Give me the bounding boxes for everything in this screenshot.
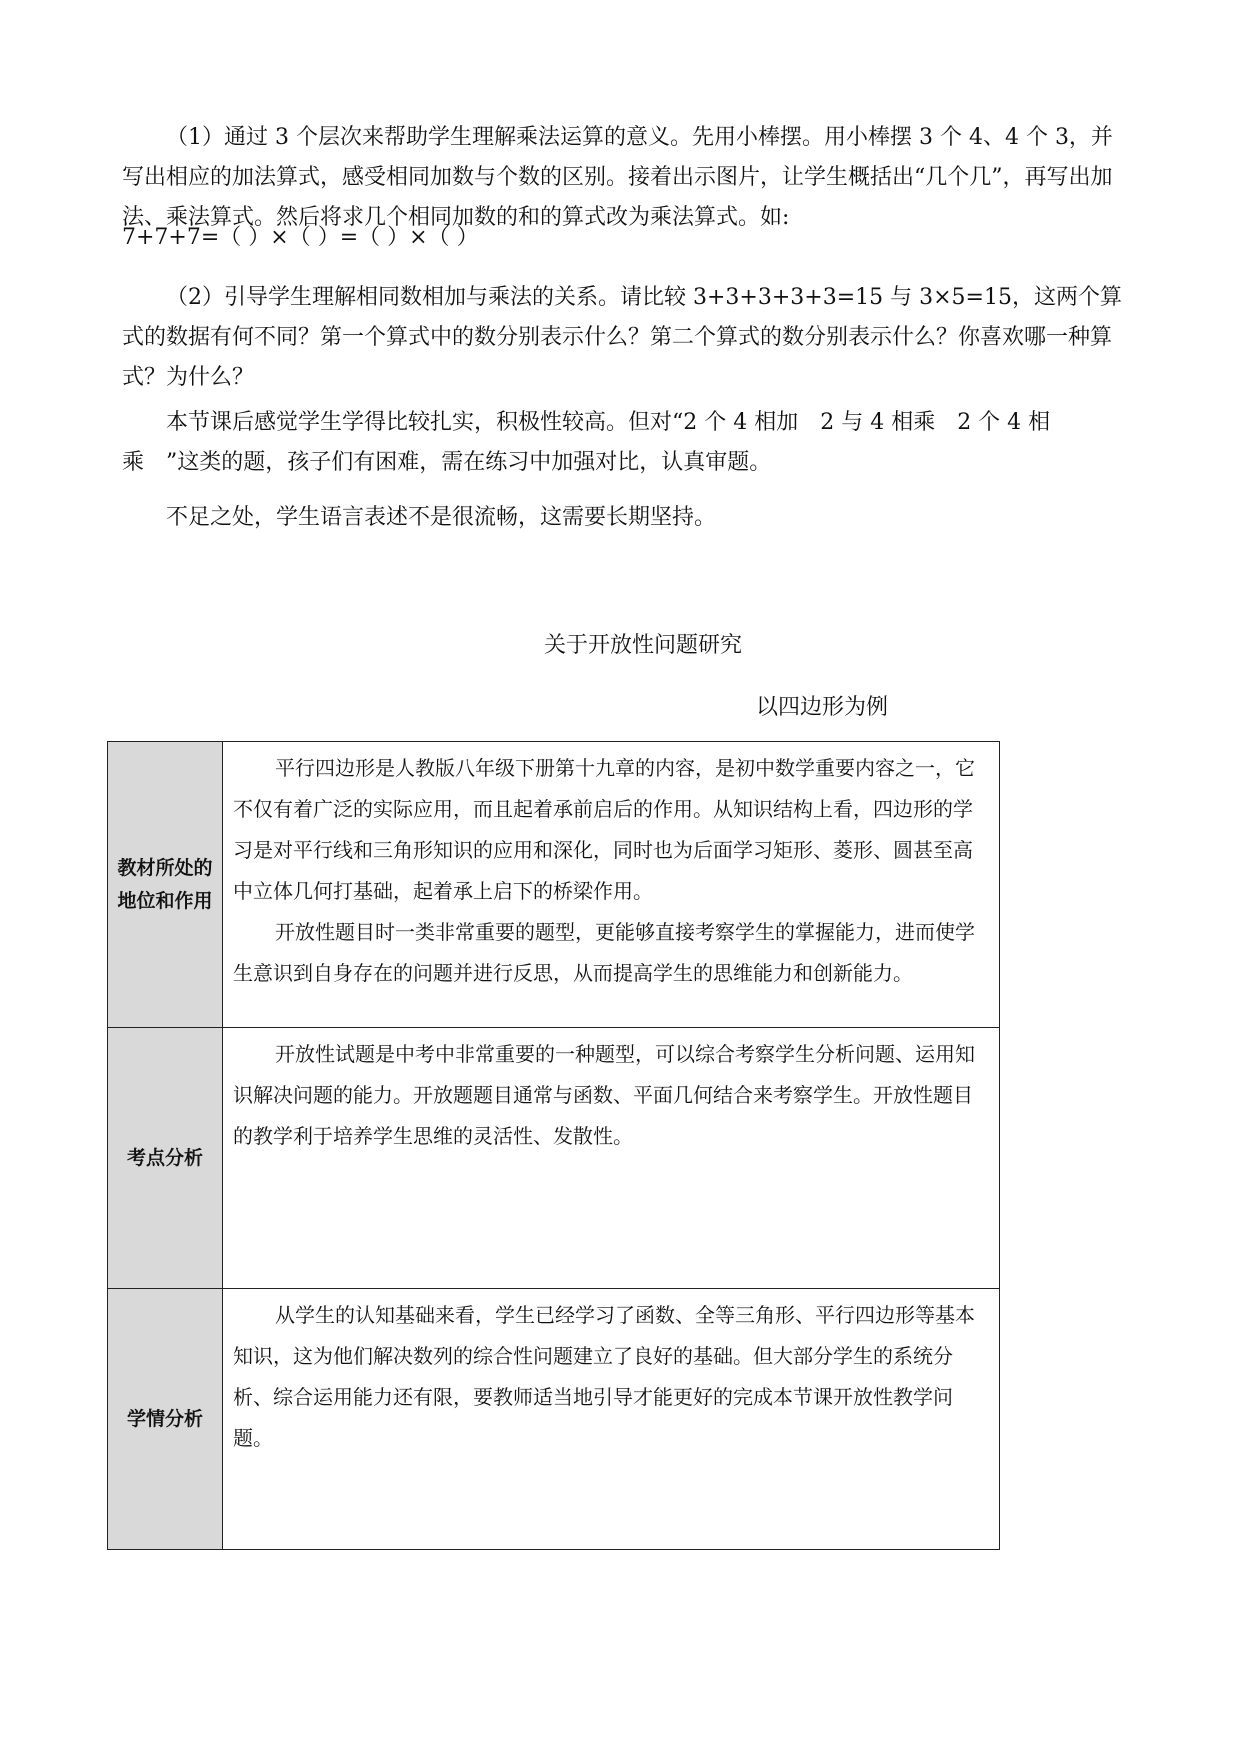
row-label: 教材所处的地位和作用 bbox=[108, 742, 223, 1028]
section-subtitle: 以四边形为例 bbox=[756, 695, 889, 720]
paragraph-equation: 7+7+7=（ ）×（ ）=（ ）×（ ） bbox=[122, 225, 479, 250]
table-row bbox=[108, 1289, 1000, 1550]
paragraph-reflection: 本节课后感觉学生学得比较扎实，积极性较高。但对“2 个 4 相加 2 与 4 相乘 2 个 4 相乘 ”这类的题，孩子们有困难，需在练习中加强对比，认真审题。 bbox=[122, 410, 1051, 475]
row-label: 考点分析 bbox=[108, 1028, 223, 1289]
row-content bbox=[223, 1028, 1000, 1289]
table-row bbox=[108, 742, 1000, 1028]
row-content bbox=[223, 1289, 1000, 1550]
paragraph-shortcoming: 不足之处，学生语言表述不是很流畅，这需要长期坚持。 bbox=[166, 505, 717, 530]
paragraph-addition-vs-multiplication: （2）引导学生理解相同数相加与乘法的关系。请比较 3+3+3+3+3=15 与 3×5=15，这两个算式的数据有何不同？第一个算式中的数分别表示什么？第二个算式的数分别表示什么？你喜欢哪一种算式？为什么？ bbox=[122, 285, 1122, 390]
content-paragraph: 开放性试题是中考中非常重要的一种题型，可以综合考察学生分析问题、运用知识解决问题的能力。开放题题目通常与函数、平面几何结合来考察学生。开放性题目的教学利于培养学生思维的灵活性、发散性。 bbox=[233, 1042, 975, 1148]
analysis-table bbox=[107, 741, 1000, 1550]
section-title: 关于开放性问题研究 bbox=[544, 633, 743, 658]
content-paragraph: 从学生的认知基础来看，学生已经学习了函数、全等三角形、平行四边形等基本知识，这为他们解决数列的综合性问题建立了良好的基础。但大部分学生的系统分析、综合运用能力还有限，要教师适当地引导才能更好的完成本节课开放性教学问题。 bbox=[233, 1303, 975, 1450]
content-paragraph: 开放性题目时一类非常重要的题型，更能够直接考察学生的掌握能力，进而使学生意识到自身存在的问题并进行反思，从而提高学生的思维能力和创新能力。 bbox=[233, 920, 975, 985]
row-content bbox=[223, 742, 1000, 1028]
paragraph-multiplication-levels: （1）通过 3 个层次来帮助学生理解乘法运算的意义。先用小棒摆。用小棒摆 3 个 4、4 个 3，并写出相应的加法算式，感受相同加数与个数的区别。接着出示图片，让学生概括出“几个几”，再写出加法、乘法算式。然后将求几个相同加数的和的算式改为乘法算式。如: bbox=[122, 125, 1113, 230]
content-paragraph: 平行四边形是人教版八年级下册第十九章的内容，是初中数学重要内容之一，它不仅有着广泛的实际应用，而且起着承前启后的作用。从知识结构上看，四边形的学习是对平行线和三角形知识的应用和深化，同时也为后面学习矩形、菱形、圆甚至高中立体几何打基础，起着承上启下的桥梁作用。 bbox=[233, 756, 975, 903]
table-row bbox=[108, 1028, 1000, 1289]
row-label: 学情分析 bbox=[108, 1289, 223, 1550]
